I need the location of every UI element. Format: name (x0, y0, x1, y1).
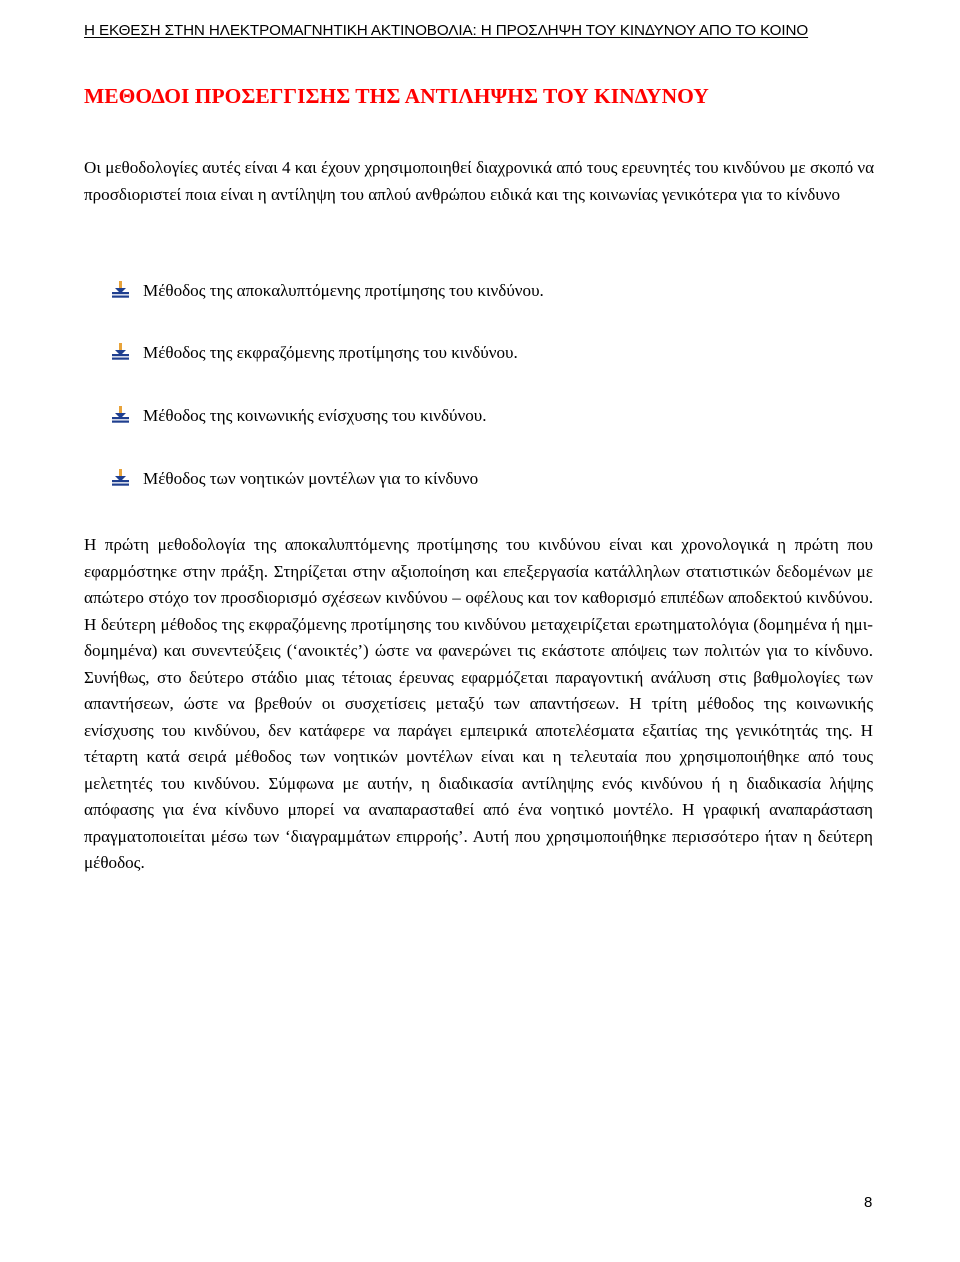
arrow-down-icon (112, 406, 130, 424)
running-header: Η ΕΚΘΕΣΗ ΣΤΗΝ ΗΛΕΚΤΡΟΜΑΓΝΗΤΙΚΗ ΑΚΤΙΝΟΒΟΛΙΑ: Η ΠΡΟΣΛΗΨΗ ΤΟΥ ΚΙΝΔΥΝΟΥ ΑΠΟ ΤΟ ΚΟΙΝΟ (84, 22, 809, 39)
page-number: 8 (864, 1194, 873, 1211)
bullet-text: Μέθοδος των νοητικών μοντέλων για το κίνδυνο (143, 469, 479, 488)
section-title: ΜΕΘΟΔΟΙ ΠΡΟΣΕΓΓΙΣΗΣ ΤΗΣ ΑΝΤΙΛΗΨΗΣ ΤΟΥ ΚΙΝΔΥΝΟΥ (84, 84, 709, 108)
arrow-down-icon (112, 343, 130, 361)
bullet-text: Μέθοδος της αποκαλυπτόμενης προτίμησης του κινδύνου. (143, 281, 544, 300)
bullet-text: Μέθοδος της κοινωνικής ενίσχυσης του κινδύνου. (143, 406, 487, 425)
arrow-down-icon (112, 469, 130, 487)
intro-paragraph: Οι μεθοδολογίες αυτές είναι 4 και έχουν χρησιμοποιηθεί διαχρονικά από τους ερευνητές του κινδύνου με σκοπό να προσδιοριστεί ποια είναι η αντίληψη του απλού ανθρώπου ειδικά και της κοινωνίας γενικότερα για το κίνδυνο (84, 158, 875, 204)
body-paragraph: Η πρώτη μεθοδολογία της αποκαλυπτόμενης προτίμησης του κινδύνου είναι και χρονολογικά η πρώτη που εφαρμόστηκε στην πράξη. Στηρίζεται στην αξιοποίηση και επεξεργασία κατάλληλων στατιστικών δεδομένων με απώτερο στόχο τον προσδιορισμό σχέσεων κινδύνου – οφέλους και τον καθορισμό επιπέδων αποδεκτού κινδύνου. Η δεύτερη μέθοδος της εκφραζόμενης προτίμησης του κινδύνου μεταχειρίζεται ερωτηματολόγια (δομημένα ή ημι-δομημένα) και συνεντεύξεις (‘ανοικτές’) ώστε να φανερώνει τις εκάστοτε απόψεις των πολιτών για το κίνδυνο. Συνήθως, στο δεύτερο στάδιο μιας τέτοιας έρευνας εφαρμόζεται παραγοντική ανάλυση στις βαθμολογίες των απαντήσεων, ώστε να βρεθούν οι συσχετίσεις μεταξύ των απαντήσεων. Η τρίτη μέθοδος της κοινωνικής ενίσχυσης του κινδύνου, δεν κατάφερε να παράγει εμπειρικά αποτελέσματα εξαιτίας της γενικότητάς της. Η τέταρτη κατά σειρά μέθοδος των νοητικών μοντέλων είναι και η τελευταία που χρησιμοποιήθηκε από τους μελετητές του κινδύνου. Σύμφωνα με αυτήν, η διαδικασία αντίληψης ενός κινδύνου ή η διαδικασία λήψης απόφασης για ένα κίνδυνο μπορεί να αναπαρασταθεί από ένα νοητικό μοντέλο. Η γραφική αναπαράσταση πραγματοποιείται μέσω των ‘διαγραμμάτων επιρροής’. Αυτή που χρησιμοποιήθηκε περισσότερο ήταν η δεύτερη μέθοδος. (84, 535, 873, 872)
bullet-text: Μέθοδος της εκφραζόμενης προτίμησης του κινδύνου. (143, 343, 518, 362)
arrow-down-icon (112, 281, 130, 299)
